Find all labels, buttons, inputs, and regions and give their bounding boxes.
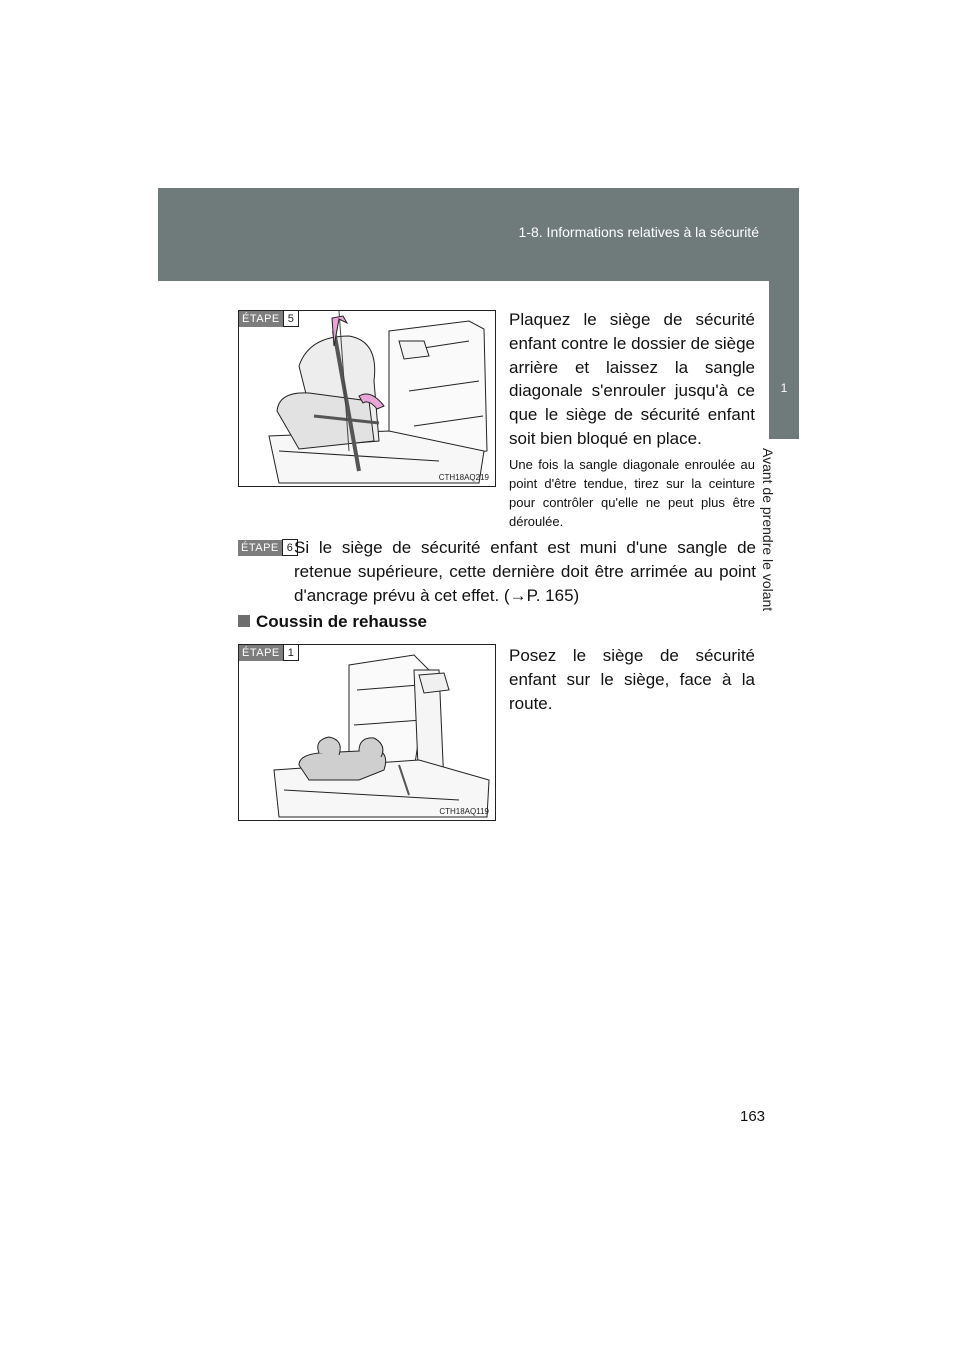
step-badge — [239, 311, 299, 327]
step-number: 1 — [283, 644, 299, 661]
section-title: 1-8. Informations relatives à la sécurité — [518, 224, 759, 240]
step-badge — [238, 540, 298, 556]
step6-line-3: d'ancrage prévu à cet effet. (→P. 165) — [294, 586, 580, 605]
booster-seat-illustration — [239, 645, 495, 820]
heading-text: Coussin de rehausse — [256, 612, 428, 631]
figure-step5-illustration — [238, 310, 496, 487]
step-badge — [239, 645, 299, 661]
step6-line-2: retenue supérieure, cette dernière doit être arrimée au point — [294, 562, 756, 581]
step-word: ÉTAPE — [239, 645, 283, 661]
figure-code: CTH18AQ119 — [439, 807, 489, 816]
figure-booster-illustration — [238, 644, 496, 821]
step6-line-1: Si le siège de sécurité enfant est muni d'une sangle de — [294, 538, 756, 557]
booster-step1-text: Posez le siège de sécurité enfant sur le siège, face à la route. — [509, 646, 755, 713]
page-number: 163 — [740, 1108, 766, 1125]
step-number: 5 — [283, 310, 299, 327]
chapter-number: 1 — [780, 381, 788, 395]
section-heading — [238, 612, 427, 632]
step-word: ÉTAPE — [239, 311, 283, 327]
square-bullet-icon — [238, 615, 250, 627]
step5-text: Plaquez le siège de sécurité enfant contre le dossier de siège arrière et laissez la sangle diagonale s'enrouler jusqu'à ce que le siège de sécurité enfant soit bien bloqué en place. — [509, 310, 755, 448]
step5-note: Une fois la sangle diagonale enroulée au point d'être tendue, tirez sur la ceinture pour contrôler qu'elle ne peut plus être déroulée. — [509, 457, 755, 529]
chapter-tab — [769, 281, 799, 439]
step-number: 6 — [282, 539, 298, 556]
step-word: ÉTAPE — [238, 540, 282, 556]
chapter-title: Avant de prendre le volant — [760, 448, 776, 612]
step6-text — [294, 536, 756, 608]
header-band — [158, 188, 799, 281]
figure-code: CTH18AQ219 — [438, 473, 489, 482]
child-seat-illustration — [239, 311, 495, 486]
